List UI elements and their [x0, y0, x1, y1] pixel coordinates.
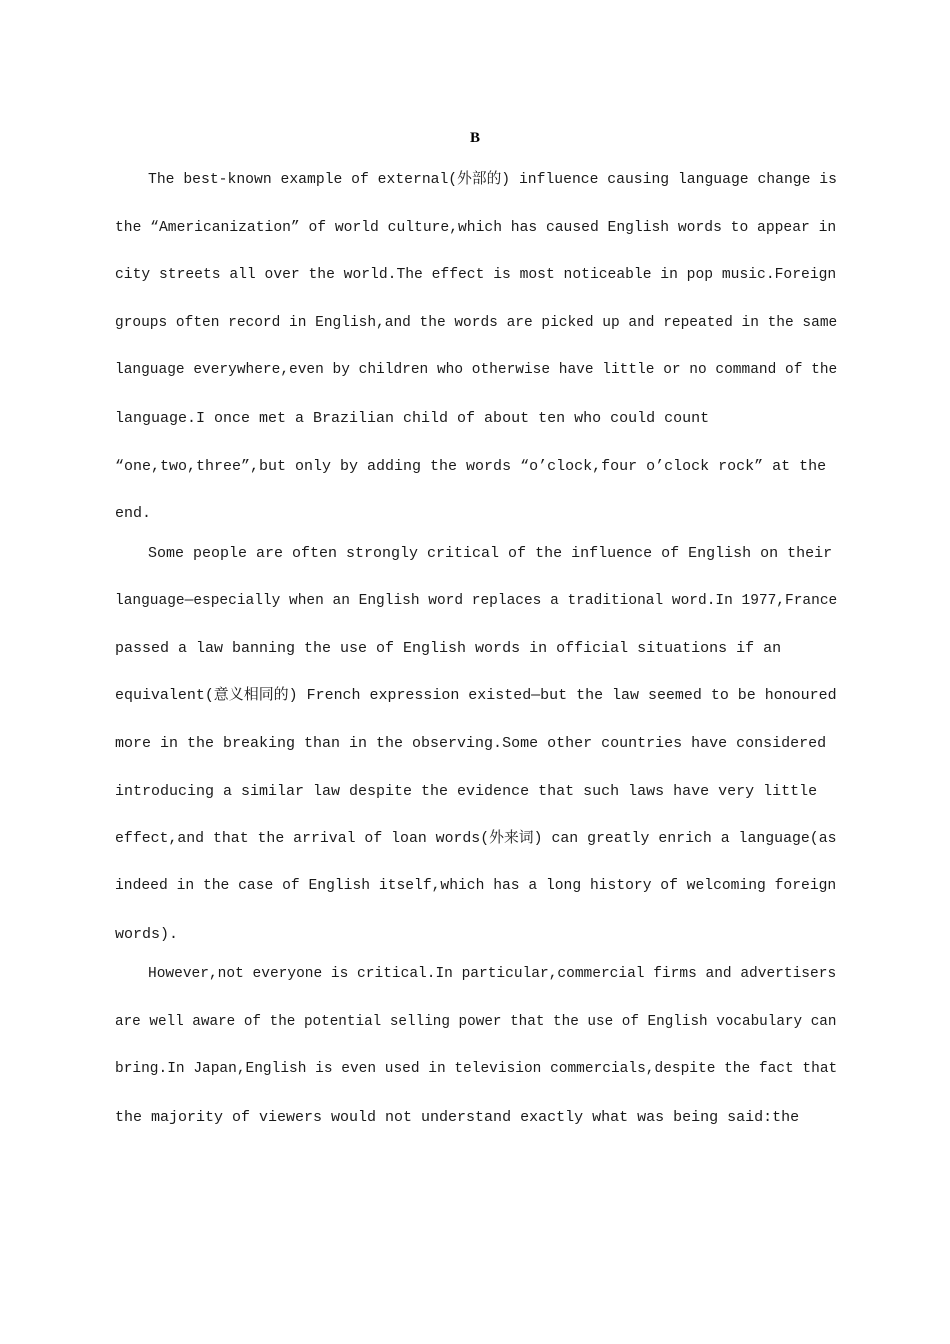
paragraph-line: language.I once met a Brazilian child of about ten who could count — [115, 409, 710, 427]
paragraph-2 — [115, 530, 838, 958]
paragraph-line: Some people are often strongly critical of the influence of English on their — [148, 545, 833, 562]
paragraph-3 — [115, 951, 838, 1141]
paragraph-line: equivalent(意义相同的) French expression existed—but the law seemed to be honoured — [115, 687, 837, 704]
paragraph-line: the majority of viewers would not understand exactly what was being said:the — [115, 1108, 800, 1126]
paragraph-line: language—especially when an English word replaces a traditional word.In 1977,France — [115, 592, 838, 609]
section-heading: B — [469, 130, 480, 146]
paragraph-line: The best-known example of external(外部的) influence causing language change is — [148, 172, 837, 188]
paragraph-line: “one,two,three”,but only by adding the words “o’clock,four o’clock rock” at the — [115, 457, 827, 475]
paragraph-line: groups often record in English,and the words are picked up and repeated in the same — [115, 314, 838, 331]
paragraph-line: indeed in the case of English itself,which has a long history of welcoming foreign — [115, 878, 837, 895]
paragraph-line: effect,and that the arrival of loan words(外来词) can greatly enrich a language(as — [115, 830, 837, 847]
paragraph-line: introducing a similar law despite the evidence that such laws have very little — [115, 782, 818, 800]
paragraph-line: city streets all over the world.The effect is most noticeable in pop music.Foreign — [115, 267, 837, 284]
paragraph-line: passed a law banning the use of English words in official situations if an — [115, 640, 782, 658]
paragraph-line: However,not everyone is critical.In particular,commercial firms and advertisers — [148, 966, 837, 982]
paragraph-line: the “Americanization” of world culture,which has caused English words to appear in — [115, 219, 837, 236]
paragraph-line: end. — [115, 505, 152, 523]
paragraph-line: words). — [115, 925, 179, 943]
paragraph-line: are well aware of the potential selling power that the use of English vocabulary can — [115, 1013, 837, 1030]
paragraph-line: language everywhere,even by children who otherwise have little or no command of the — [115, 362, 838, 379]
paragraph-line: bring.In Japan,English is even used in television commercials,despite the fact that — [115, 1061, 838, 1078]
paragraph-line: more in the breaking than in the observing.Some other countries have considered — [115, 735, 827, 753]
paragraph-1 — [115, 157, 838, 538]
